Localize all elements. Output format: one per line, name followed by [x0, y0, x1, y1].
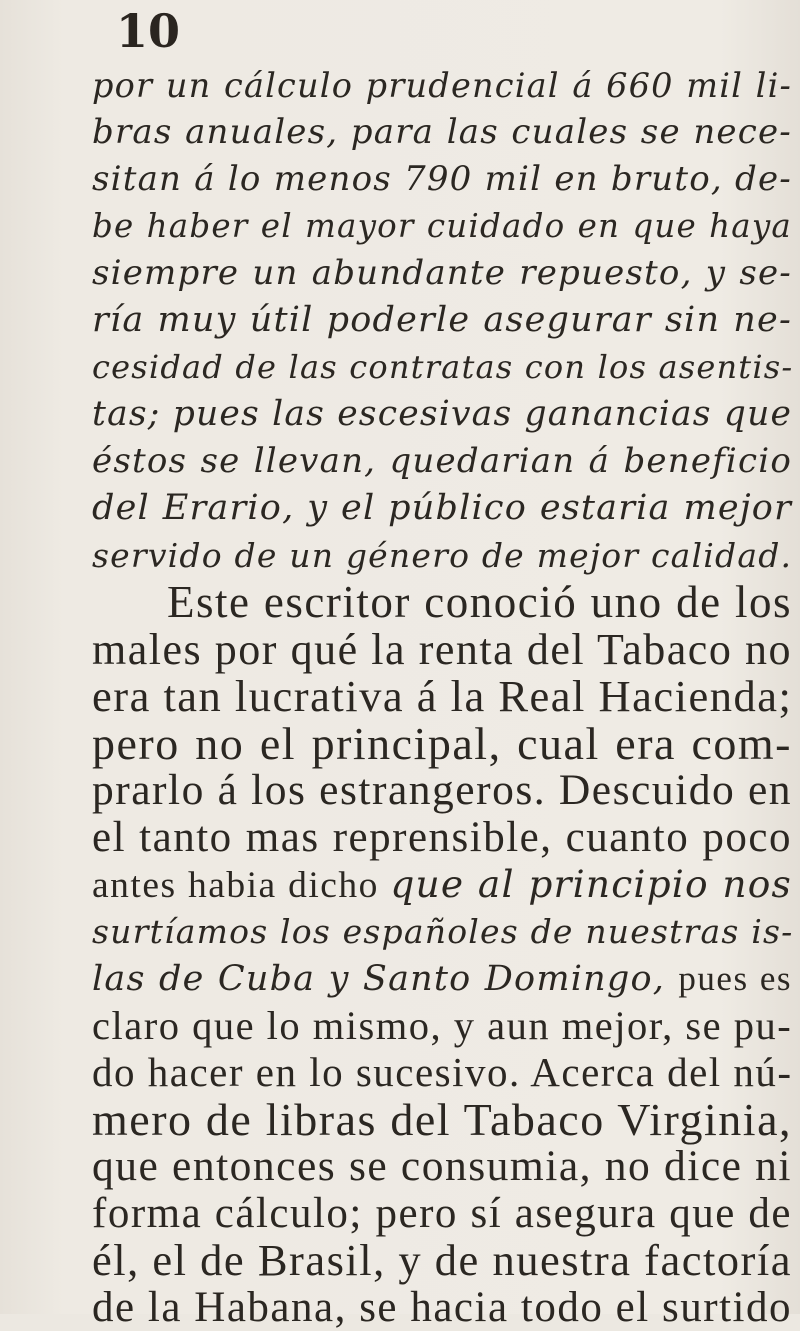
text-line-26: él, el de Brasil, y de nuestra factoría [92, 1235, 792, 1285]
text-line-20-italic: las de Cuba y Santo Domingo, [92, 959, 666, 999]
text-line-16: prarlo á los estrangeros. Descuido en [92, 766, 792, 814]
text-line-8: tas; pues las escesivas ganancias que [92, 394, 793, 434]
text-line-17: el tanto mas reprensible, cuanto poco [92, 814, 792, 861]
text-line-5: siempre un abundante repuesto, y se- [92, 253, 792, 293]
text-line-21: claro que lo mismo, y aun mejor, se pu- [92, 1003, 793, 1048]
text-line-18-italic: que al principio nos [390, 862, 792, 906]
text-line-7: cesidad de las contratas con los asentis- [92, 348, 794, 386]
body-text [92, 62, 792, 1331]
text-line-27: de la Habana, se hacia todo el surtido [92, 1284, 792, 1331]
text-line-2: bras anuales, para las cuales se nece- [92, 112, 792, 152]
text-line-20 [92, 955, 792, 1002]
text-line-15: pero no el principal, cual era com- [92, 718, 792, 769]
text-line-20-roman: pues es [678, 959, 793, 998]
text-line-24: que entonces se consumia, no dice ni [92, 1142, 792, 1190]
text-line-11: servido de un género de mejor calidad. [92, 536, 793, 575]
text-line-18-roman: antes habia dicho [92, 865, 379, 906]
text-line-9: éstos se llevan, quedarian á beneficio [92, 441, 792, 481]
text-line-4: be haber el mayor cuidado en que haya [92, 207, 792, 245]
text-line-1: por un cálculo prudencial á 660 mil li- [92, 66, 792, 105]
text-line-22: do hacer en lo sucesivo. Acerca del nú- [92, 1049, 793, 1095]
text-line-14: era tan lucrativa á la Real Hacienda; [92, 671, 793, 721]
text-line-6: ría muy útil poderle asegurar sin ne- [92, 300, 792, 340]
text-line-25: forma cálculo; pero sí asegura que de [92, 1190, 792, 1237]
page-number: 10 [116, 4, 181, 58]
text-line-23: mero de libras del Tabaco Virginia, [92, 1094, 792, 1145]
text-line-13: males por qué la renta del Tabaco no [92, 625, 792, 674]
text-line-12: Este escritor conoció uno de los [167, 577, 792, 627]
text-line-10: del Erario, y el público estaria mejor [92, 488, 792, 528]
text-line-3: sitan á lo menos 790 mil en bruto, de- [92, 159, 792, 199]
text-line-19: surtíamos los españoles de nuestras is- [92, 912, 794, 951]
text-line-18 [92, 861, 792, 908]
